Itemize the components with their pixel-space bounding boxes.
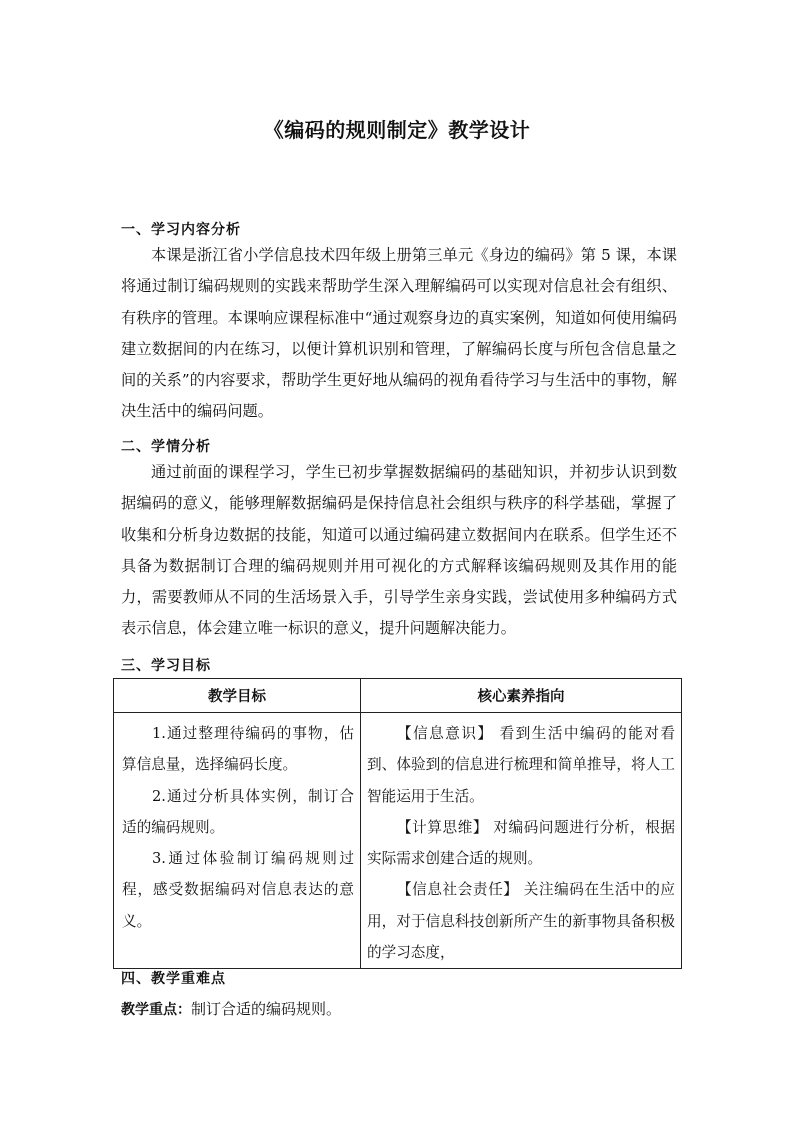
literacy-item: 【信息社会责任】 关注编码在生活中的应用，对于信息科技创新所产生的新事物具备积极的学习态度， (367, 881, 675, 962)
table-row (114, 713, 682, 969)
goal-item: 2.通过分析具体实例，制订合适的编码规则。 (122, 787, 354, 836)
table-header-teaching-goals: 教学目标 (114, 679, 361, 713)
learning-goals-table (113, 678, 682, 969)
section-heading-learner-analysis: 二、学情分析 (121, 439, 211, 455)
key-point-text: 制订合适的编码规则。 (191, 1000, 342, 1018)
goal-item: 3.通过体验制订编码规则过程，感受数据编码对信息表达的意义。 (122, 850, 354, 930)
document-title: 《编码的规则制定》教学设计 (263, 118, 531, 142)
section-heading-key-difficult-points: 四、教学重难点 (121, 971, 226, 987)
literacy-item: 【计算思维】 对编码问题进行分析，根据实际需求创建合适的规则。 (367, 818, 675, 868)
table-header-row (114, 679, 682, 713)
key-point-label: 教学重点： (121, 1002, 191, 1018)
goal-item: 1.通过整理待编码的事物，估算信息量，选择编码长度。 (122, 725, 354, 774)
key-point-line (121, 998, 341, 1019)
section-heading-learning-goals: 三、学习目标 (121, 658, 211, 674)
teaching-goals-cell (114, 713, 361, 969)
core-literacy-cell (361, 713, 682, 969)
literacy-item: 【信息意识】 看到生活中编码的能对看到、体验到的信息进行梳理和简单推导，将人工智能运用于生活。 (367, 725, 675, 805)
section-heading-content-analysis: 一、学习内容分析 (121, 222, 241, 238)
content-analysis-paragraph: 本课是浙江省小学信息技术四年级上册第三单元《身边的编码》第 5 课，本课将通过制订编码规则的实践来帮助学生深入理解编码可以实现对信息社会有组织、有秩序的管理。本课响应课程标准中“通过观察身边的真实案例，知道如何使用编码建立数据间的内在练习，以便计算机识别和管理，了解编码长度与所包含信息量之间的关系”的内容要求，帮助学生更好地从编码的视角看待学习与生活中的事物，解决生活中的编码问题。 (121, 246, 677, 421)
table-header-core-literacy: 核心素养指向 (361, 679, 682, 713)
learner-analysis-paragraph: 通过前面的课程学习，学生已初步掌握数据编码的基础知识，并初步认识到数据编码的意义，能够理解数据编码是保持信息社会组织与秩序的科学基础，掌握了收集和分析身边数据的技能，知道可以通过编码建立数据间内在联系。但学生还不具备为数据制订合理的编码规则并用可视化的方式解释该编码规则及其作用的能力，需要教师从不同的生活场景入手，引导学生亲身实践，尝试使用多种编码方式表示信息，体会建立唯一标识的意义，提升问题解决能力。 (121, 463, 677, 638)
